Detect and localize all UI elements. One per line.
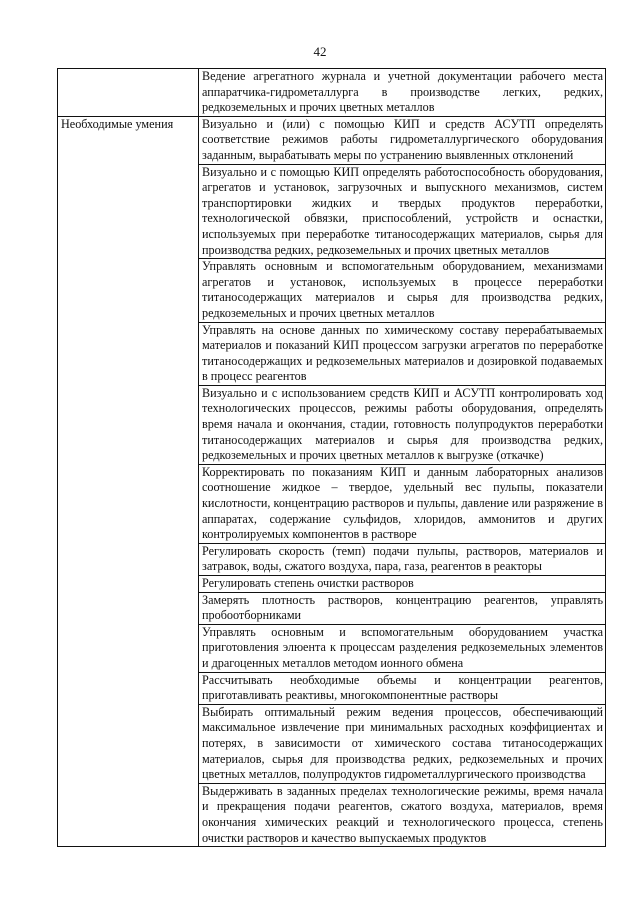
skill-item: Управлять основным и вспомогательным оборудованием участка приготовления элюента к процессам разделения редкоземельных элементов и драгоценных металлов методом ионного обмена xyxy=(199,624,606,672)
skill-item: Замерять плотность растворов, концентрацию реагентов, управлять пробоотборниками xyxy=(199,592,606,624)
table-row xyxy=(58,116,606,164)
skill-item: Визуально и с использованием средств КИП и АСУТП контролировать ход технологических процессов, режимы работы оборудования, определять время начала и окончания, стадии, готовность полупродуктов переработки титаносодержащих материалов и сырья для производства редких, редкоземельных и прочих цветных металлов к выгрузке (откачке) xyxy=(199,385,606,464)
skill-item: Управлять основным и вспомогательным оборудованием, механизмами агрегатов и установок, используемых в процессе переработки титаносодержащих материалов и сырья для производства редких, редкоземельных и прочих цветных металлов xyxy=(199,259,606,322)
skills-table xyxy=(57,68,606,847)
skill-item: Регулировать скорость (темп) подачи пульпы, растворов, материалов и затравок, воды, сжатого воздуха, пара, газа, реагентов в реакторы xyxy=(199,543,606,575)
skill-item: Корректировать по показаниям КИП и данным лабораторных анализов соотношение жидкое – твердое, удельный вес пульпы, показатели кислотности, концентрацию растворов и пульпы, давление или разряжение в аппаратах, содержание сульфидов, хлоридов, аммонитов и других контролируемых компонентов в растворе xyxy=(199,464,606,543)
skill-item: Управлять на основе данных по химическому составу перерабатываемых материалов и показаний КИП процессом загрузки агрегатов по переработке титаносодержащих и редкоземельных материалов и дозировкой подаваемых в процесс реагентов xyxy=(199,322,606,385)
skill-item: Выдерживать в заданных пределах технологические режимы, время начала и прекращения подачи реагентов, сжатого воздуха, материалов, время окончания химических реакций и технологического процесса, степень очистки растворов и качество выпускаемых продуктов xyxy=(199,783,606,846)
table-row xyxy=(58,69,606,117)
previous-row-text: Ведение агрегатного журнала и учетной документации рабочего места аппаратчика-гидрометаллурга в производстве легких, редких, редкоземельных и прочих цветных металлов xyxy=(199,69,606,117)
skill-item: Выбирать оптимальный режим ведения процессов, обеспечивающий максимальное извлечение при минимальных расходных коэффициентах и потерях, в зависимости от химического состава титаносодержащих материалов, сырья для производства редких, редкоземельных и прочих цветных металлов, полупродуктов гидрометаллургического производства xyxy=(199,704,606,783)
section-label: Необходимые умения xyxy=(58,116,199,846)
skill-item: Визуально и с помощью КИП определять работоспособность оборудования, агрегатов и установок, загрузочных и выпускного механизмов, систем транспортировки жидких и твердых продуктов переработки, технологической обвязки, приспособлений, устройств и оснастки, используемых при переработке титаносодержащих материалов, сырья для производства редких, редкоземельных и прочих цветных металлов xyxy=(199,164,606,259)
empty-label-cell xyxy=(58,69,199,117)
skill-item: Рассчитывать необходимые объемы и концентрации реагентов, приготавливать реактивы, многокомпонентные растворы xyxy=(199,672,606,704)
page-number: 42 xyxy=(313,44,327,59)
skill-item: Визуально и (или) с помощью КИП и средств АСУТП определять соответствие режимов работы гидрометаллургического оборудования заданным, вырабатывать меры по устранению выявленных отклонений xyxy=(199,116,606,164)
skill-item: Регулировать степень очистки растворов xyxy=(199,576,606,593)
